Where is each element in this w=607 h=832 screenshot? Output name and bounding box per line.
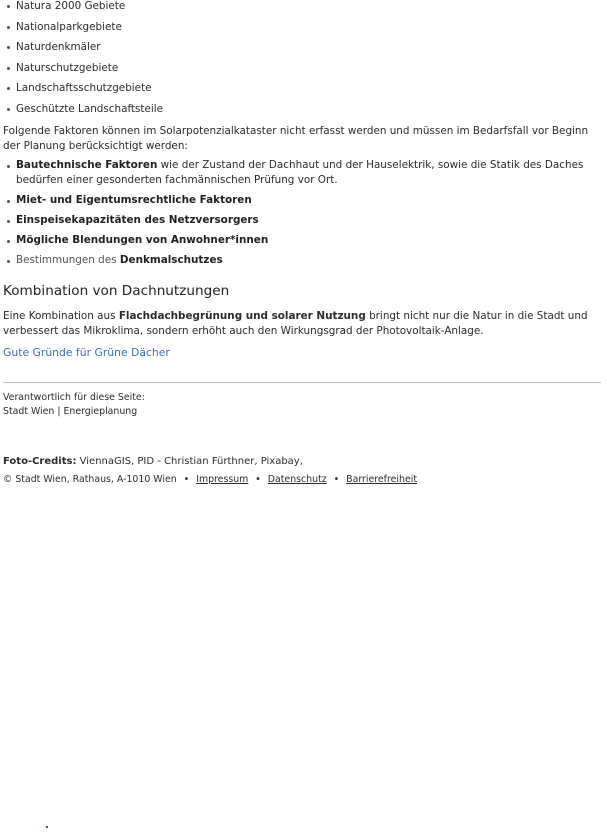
factors-list	[3, 158, 601, 268]
footer-separator: •	[255, 473, 261, 485]
footer-separator: •	[183, 473, 190, 485]
divider	[3, 382, 601, 383]
scan-speck	[46, 826, 48, 828]
list-item: Natura 2000 Gebiete	[3, 0, 601, 19]
barrierefreiheit-link[interactable]: Barrierefreiheit	[346, 473, 417, 485]
factor-title: Einspeisekapazitäten des Netzversorgers	[16, 213, 259, 226]
paragraph-text: bringt nicht nur die Natur in die Stadt und verbessert das Mikroklima, sondern erhöht auch den Wirkungsgrad der Photovoltaik-Anlage.	[3, 309, 588, 337]
factor-title: Mögliche Blendungen von Anwohner*innen	[16, 234, 269, 247]
list-item: Nationalparkgebiete	[3, 19, 601, 40]
factor-text: wie der Zustand der Dachhaut und der Hauselektrik, sowie die Statik des Daches bedürfen einer gesonderten fachmännischen Prüfung vor Ort.	[16, 158, 584, 186]
list-item	[3, 158, 601, 188]
impressum-link[interactable]: Impressum	[196, 473, 249, 485]
credits-label: Foto-Credits:	[3, 456, 77, 468]
list-item	[3, 253, 601, 268]
credits-value: ViennaGIS, PID - Christian Fürthner, Pixabay,	[76, 456, 303, 468]
responsible-label: Verantwortlich für diese Seite:	[3, 392, 145, 404]
photo-credits	[3, 455, 601, 470]
page-content	[3, 0, 601, 487]
list-item	[3, 213, 601, 228]
paragraph-emphasis: Flachdachbegrünung und solarer Nutzung	[118, 309, 366, 322]
factor-title: Miet- und Eigentumsrechtliche Faktoren	[16, 193, 252, 206]
factor-title: Denkmalschutzes	[119, 254, 223, 267]
list-item	[3, 233, 601, 248]
datenschutz-link[interactable]: Datenschutz	[267, 473, 327, 485]
responsible-value: Stadt Wien | Energieplanung	[3, 405, 138, 417]
factor-title: Bautechnische Faktoren	[16, 158, 158, 171]
responsible-block	[3, 391, 601, 418]
copyright-text: © Stadt Wien, Rathaus, A-1010 Wien	[3, 473, 177, 485]
footer-separator: •	[333, 473, 340, 485]
protected-areas-list	[3, 0, 601, 122]
footer	[3, 473, 601, 487]
list-item: Naturdenkmäler	[3, 39, 601, 60]
factor-text: Bestimmungen des	[16, 254, 120, 267]
paragraph-text: Eine Kombination aus	[3, 309, 119, 322]
list-item: Geschützte Landschaftsteile	[3, 101, 601, 122]
list-item: Naturschutzgebiete	[3, 60, 601, 81]
factors-intro: Folgende Faktoren können im Solarpotenzialkataster nicht erfasst werden und müssen im Bedarfsfall vor Beginn der Planung berücksichtigt werden:	[3, 124, 589, 152]
green-roofs-link[interactable]: Gute Gründe für Grüne Dächer	[3, 346, 170, 360]
list-item: Landschaftsschutzgebiete	[3, 80, 601, 101]
section-heading: Kombination von Dachnutzungen	[3, 283, 230, 300]
list-item	[3, 193, 601, 208]
section-paragraph	[3, 309, 601, 339]
